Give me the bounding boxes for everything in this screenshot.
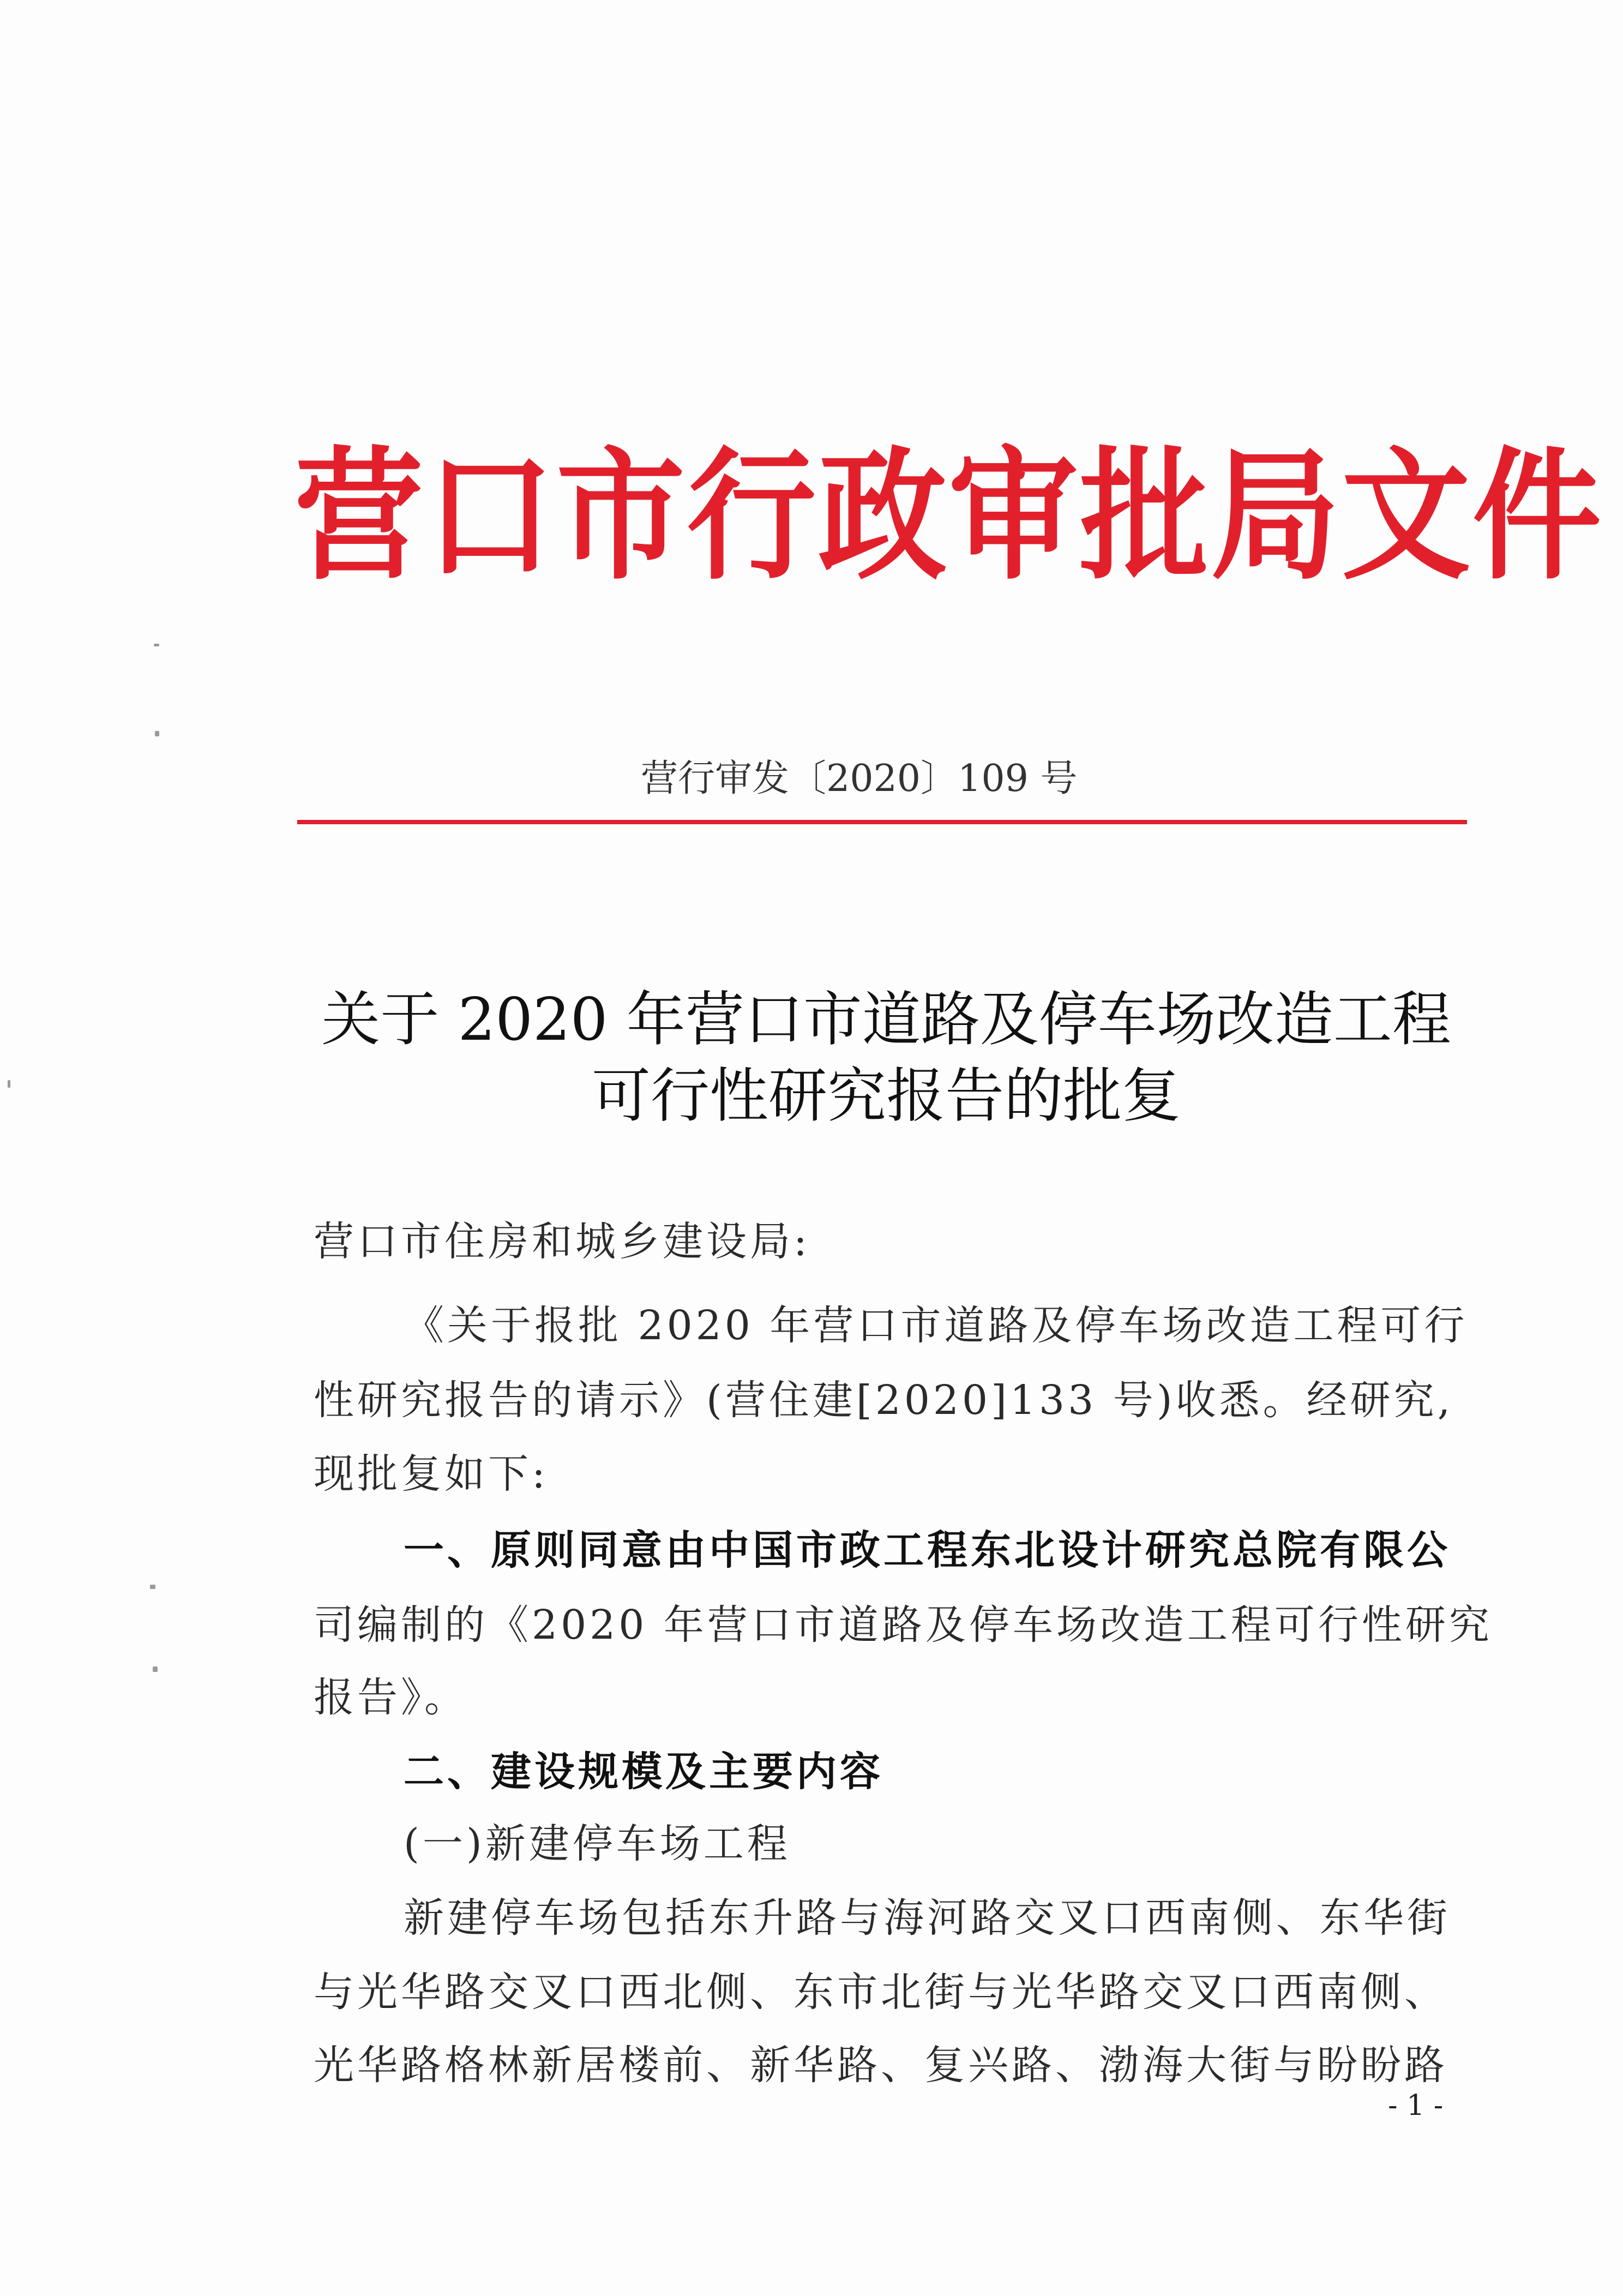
item-2-paragraph-line-3: 光华路格林新居楼前、新华路、复兴路、渤海大街与盼盼路	[314, 2042, 1448, 2089]
item-1-line-1: 一、原则同意由中国市政工程东北设计研究总院有限公	[404, 1527, 1451, 1574]
item-2-paragraph-line-2: 与光华路交叉口西北侧、东市北街与光华路交叉口西南侧、	[314, 1969, 1448, 2016]
scan-mark	[8, 1080, 10, 1088]
page-number: - 1 -	[1388, 2089, 1444, 2122]
item-2-heading: 二、建设规模及主要内容	[404, 1748, 883, 1795]
paragraph-1-line-2: 性研究报告的请示》(营住建[2020]133 号)收悉。经研究,	[314, 1377, 1454, 1424]
item-2-subheading-1: (一)新建停车场工程	[404, 1820, 791, 1867]
addressee: 营口市住房和城乡建设局:	[314, 1218, 810, 1265]
red-divider-line	[297, 820, 1467, 824]
document-number: 营行审发〔2020〕109 号	[641, 757, 1078, 800]
letterhead-title: 营口市行政审批局文件	[294, 432, 1604, 599]
paragraph-1-line-3: 现批复如下:	[314, 1450, 549, 1497]
item-1-line-2: 司编制的《2020 年营口市道路及停车场改造工程可行性研究	[314, 1602, 1493, 1648]
document-title	[305, 982, 1467, 1135]
item-1-line-3: 报告》。	[314, 1674, 468, 1721]
title-line-1: 关于 2020 年营口市道路及停车场改造工程	[321, 986, 1451, 1054]
paragraph-1-line-1: 《关于报批 2020 年营口市道路及停车场改造工程可行	[404, 1302, 1468, 1349]
scan-mark	[153, 1666, 158, 1672]
scan-mark	[150, 1585, 155, 1589]
title-line-2: 可行性研究报告的批复	[591, 1062, 1181, 1130]
scan-mark	[155, 731, 159, 736]
item-2-paragraph-line-1: 新建停车场包括东升路与海河路交叉口西南侧、东华街	[404, 1895, 1451, 1941]
scan-mark	[154, 644, 159, 646]
